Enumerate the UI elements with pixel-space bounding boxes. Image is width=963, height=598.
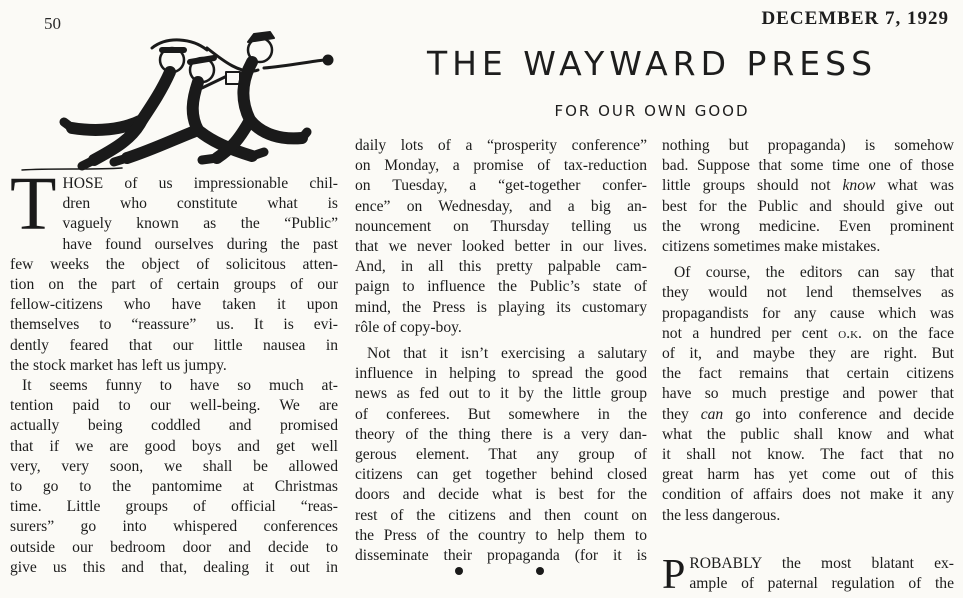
- text-line: themselves to “reassure” us. It is evi-: [10, 316, 338, 334]
- text-line: great harm has yet come out of this: [662, 466, 954, 484]
- text-line: have found ourselves during the past: [62, 235, 338, 253]
- text-line: of it, and maybe they are right. But: [662, 345, 954, 363]
- text-line: on Monday, a promise of tax-reduction: [355, 157, 647, 175]
- text-line: citizens can get together behind closed: [355, 466, 647, 484]
- text-line: fellow-citizens who have taken it upon: [10, 296, 338, 314]
- text-line: the Press of the country to help them to: [355, 526, 647, 544]
- article-title: THE WAYWARD PRESS: [426, 44, 878, 83]
- text-line: ample of paternal regulation of the: [689, 575, 954, 593]
- text-line: paign to influence the Public’s state of: [355, 278, 647, 296]
- text-line: the stock market has left us jumpy.: [10, 356, 227, 374]
- section-divider-dot: [455, 567, 463, 575]
- text-line: And, in all this pretty palpable cam-: [355, 258, 647, 276]
- text-line: gerous element. That any group of: [355, 446, 647, 464]
- column-3: [662, 136, 954, 596]
- text-line: Of course, the editors can say that: [674, 264, 954, 282]
- text-line: tion on the part of certain groups of our: [10, 276, 338, 294]
- text-line: citizens sometimes make mistakes.: [662, 238, 881, 256]
- text-line: they can go into conference and decide: [662, 405, 954, 423]
- paragraph: [355, 136, 647, 338]
- text-line: theory of the thing there is a very dan-: [355, 425, 647, 443]
- text-line: vaguely known as the “Public”: [62, 215, 338, 233]
- column-1: [10, 162, 338, 578]
- text-line: nouncement on Thursday telling us: [355, 217, 647, 235]
- paragraph: [662, 263, 954, 526]
- text-line: very, very soon, we shall be allowed: [10, 457, 338, 475]
- text-line: tention paid to our well-being. We are: [10, 397, 338, 415]
- paragraph: [10, 376, 338, 578]
- paragraph: [10, 162, 338, 376]
- text-line: to go to the pantomime at Christmas: [10, 478, 338, 496]
- text-line: have so much prestige and power that: [662, 385, 954, 403]
- paragraph: [662, 136, 954, 257]
- text-line: what the public shall know and what: [662, 425, 954, 443]
- text-line: best for the Public and should give out: [662, 197, 954, 215]
- section-divider-dot: [536, 567, 544, 575]
- text-line: the less dangerous.: [662, 506, 781, 524]
- text-line: doors and decide what is best for the: [355, 486, 647, 504]
- artist-signature: ש: [238, 131, 245, 141]
- text-line: daily lots of a “prosperity conference”: [355, 137, 647, 154]
- text-line: ROBABLY the most blatant ex-: [689, 554, 954, 572]
- text-line: mind, the Press is playing its customary: [355, 298, 647, 316]
- text-line: outside our bedroom door and decide to: [10, 538, 338, 556]
- text-line: disseminate their propaganda (for it is: [355, 547, 647, 565]
- text-line: time. Little groups of official “reas-: [10, 498, 338, 516]
- text-line: they would not lend themselves as: [662, 284, 954, 302]
- text-line: on Tuesday, a “get-together confer-: [355, 177, 647, 195]
- text-line: news as fed out to it by the little group: [355, 385, 647, 403]
- page-number: 50: [44, 14, 61, 33]
- text-line: of conferees. But somewhere in the: [355, 405, 647, 423]
- text-line: few weeks the object of solicitous atten-: [10, 255, 338, 273]
- text-line: influence in helping to spread the good: [355, 365, 647, 383]
- drop-cap: P: [662, 551, 686, 598]
- text-line: the fact remains that certain citizens: [662, 365, 954, 383]
- article-subtitle: FOR OUR OWN GOOD: [554, 102, 750, 120]
- issue-date: DECEMBER 7, 1929: [761, 8, 949, 29]
- text-line: dently feared that our little nausea in: [10, 336, 338, 354]
- text-line: rest of the citizens and then count on: [355, 506, 647, 524]
- text-line: give us this and that, dealing it out in: [10, 558, 338, 576]
- text-line: bad. Suppose that some time one of those: [662, 157, 954, 175]
- text-line: HOSE of us impressionable chil-: [62, 175, 338, 192]
- drop-cap: T: [10, 162, 57, 246]
- text-line: dren who constitute what is: [62, 195, 338, 213]
- text-line: that if we are good boys and get well: [10, 437, 338, 455]
- text-line: surers” go into whispered conferences: [10, 518, 338, 536]
- text-line: rôle of copy-boy.: [355, 318, 462, 336]
- text-line: that we never looked better in our lives.: [355, 238, 647, 256]
- text-line: it shall not know. The fact that no: [662, 446, 954, 464]
- text-line: It seems funny to have so much at-: [22, 377, 338, 395]
- text-line: actually being coddled and promised: [10, 417, 338, 435]
- text-line: propagandists for any cause which was: [662, 304, 954, 322]
- paragraph: [355, 344, 647, 566]
- text-line: ence” on Wednesday, and a big an-: [355, 197, 647, 215]
- text-line: Not that it isn’t exercising a salutary: [367, 345, 647, 363]
- text-line: little groups should not know what was: [662, 177, 954, 195]
- paragraph: [662, 551, 954, 598]
- running-figures-illustration: [2, 20, 352, 172]
- text-line: the wrong medicine. Even prominent: [662, 217, 954, 235]
- column-2: [355, 136, 647, 566]
- text-line: condition of affairs does not make it any: [662, 486, 954, 504]
- text-line: not a hundred per cent o.k. on the face: [662, 324, 955, 342]
- text-line: nothing but propaganda) is somehow: [662, 137, 954, 154]
